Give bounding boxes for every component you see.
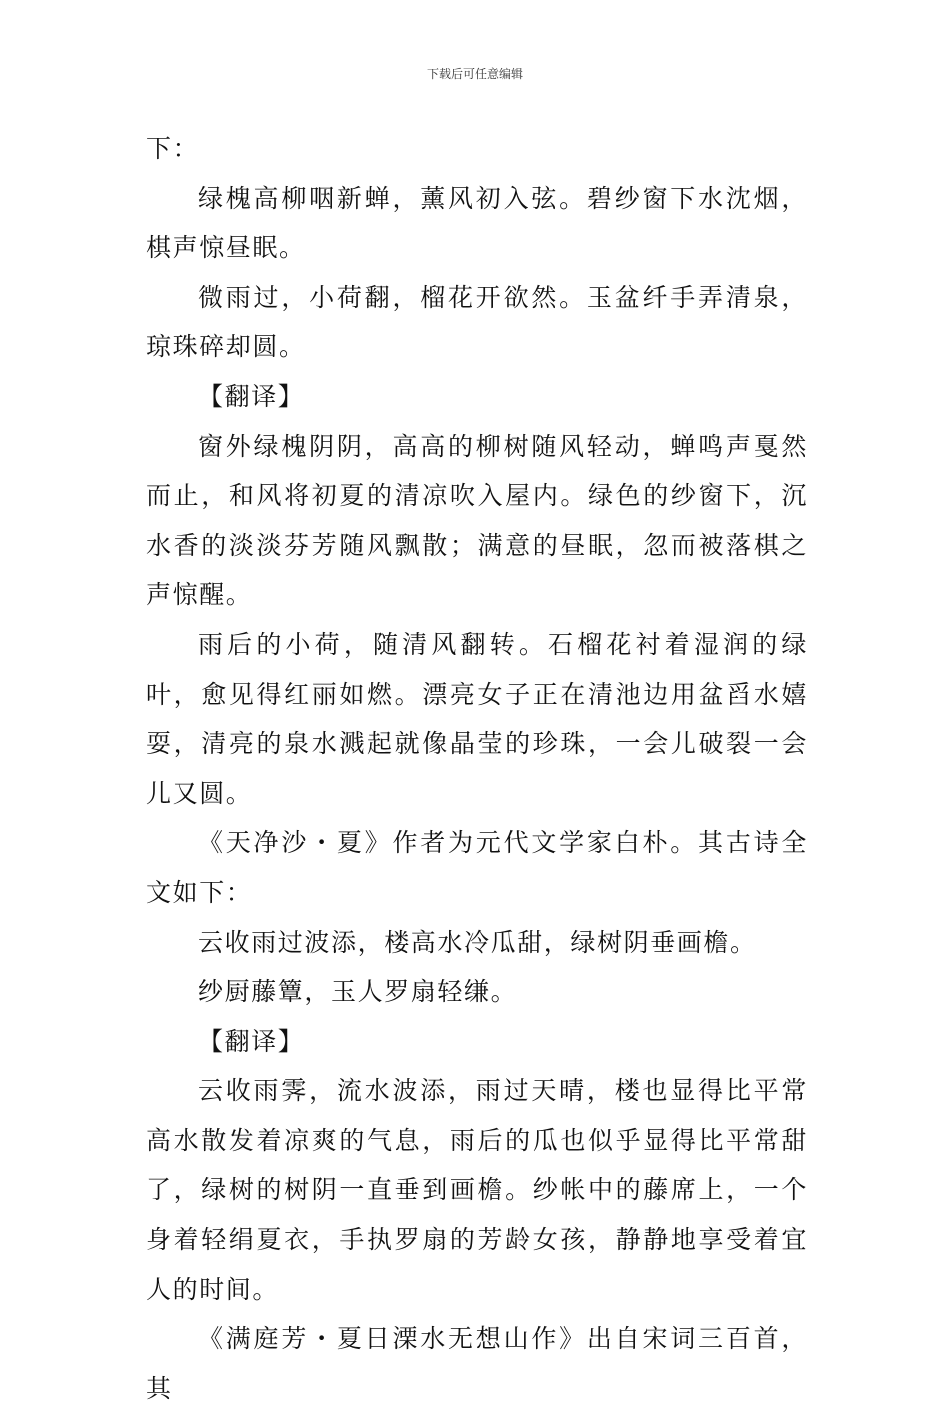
paragraph-continuation: 下：	[146, 134, 200, 163]
document-body	[146, 124, 808, 1413]
translation-paragraph-1: 窗外绿槐阴阴，高高的柳树随风轻动，蝉鸣声戛然而止，和风将初夏的清凉吹入屋内。绿色的纱窗下，沉水香的淡淡芬芳随风飘散；满意的昼眠，忽而被落棋之声惊醒。	[146, 431, 808, 610]
page-header: 下载后可任意编辑	[426, 67, 523, 81]
poem-stanza-1: 绿槐高柳咽新蝉，薰风初入弦。碧纱窗下水沈烟，棋声惊昼眠。	[146, 183, 808, 263]
poem-intro-paragraph: 《天净沙・夏》作者为元代文学家白朴。其古诗全文如下：	[146, 828, 808, 907]
translation-heading: 【翻译】	[198, 381, 305, 411]
translation-heading: 【翻译】	[198, 1026, 305, 1056]
translation-paragraph-3: 云收雨霁，流水波添，雨过天晴，楼也显得比平常高水散发着凉爽的气息，雨后的瓜也似乎显得比平常甜了，绿树的树阴一直垂到画檐。纱帐中的藤席上，一个身着轻绢夏衣，手执罗扇的芳龄女孩，静静地享受着宜人的时间。	[146, 1076, 808, 1304]
poem-intro-paragraph: 《满庭芳・夏日溧水无想山作》出自宋词三百首，其	[146, 1324, 808, 1403]
poem-line-1: 云收雨过波添，楼高水冷瓜甜，绿树阴垂画檐。	[198, 927, 757, 957]
poem-stanza-2: 微雨过，小荷翻，榴花开欲然。玉盆纤手弄清泉，琼珠碎却圆。	[146, 282, 808, 362]
poem-line-2: 纱厨藤簟，玉人罗扇轻缣。	[198, 977, 518, 1007]
translation-paragraph-2: 雨后的小荷，随清风翻转。石榴花衬着湿润的绿叶，愈见得红丽如燃。漂亮女子正在清池边用盆舀水嬉耍，清亮的泉水溅起就像晶莹的珍珠，一会儿破裂一会儿又圆。	[146, 629, 808, 808]
